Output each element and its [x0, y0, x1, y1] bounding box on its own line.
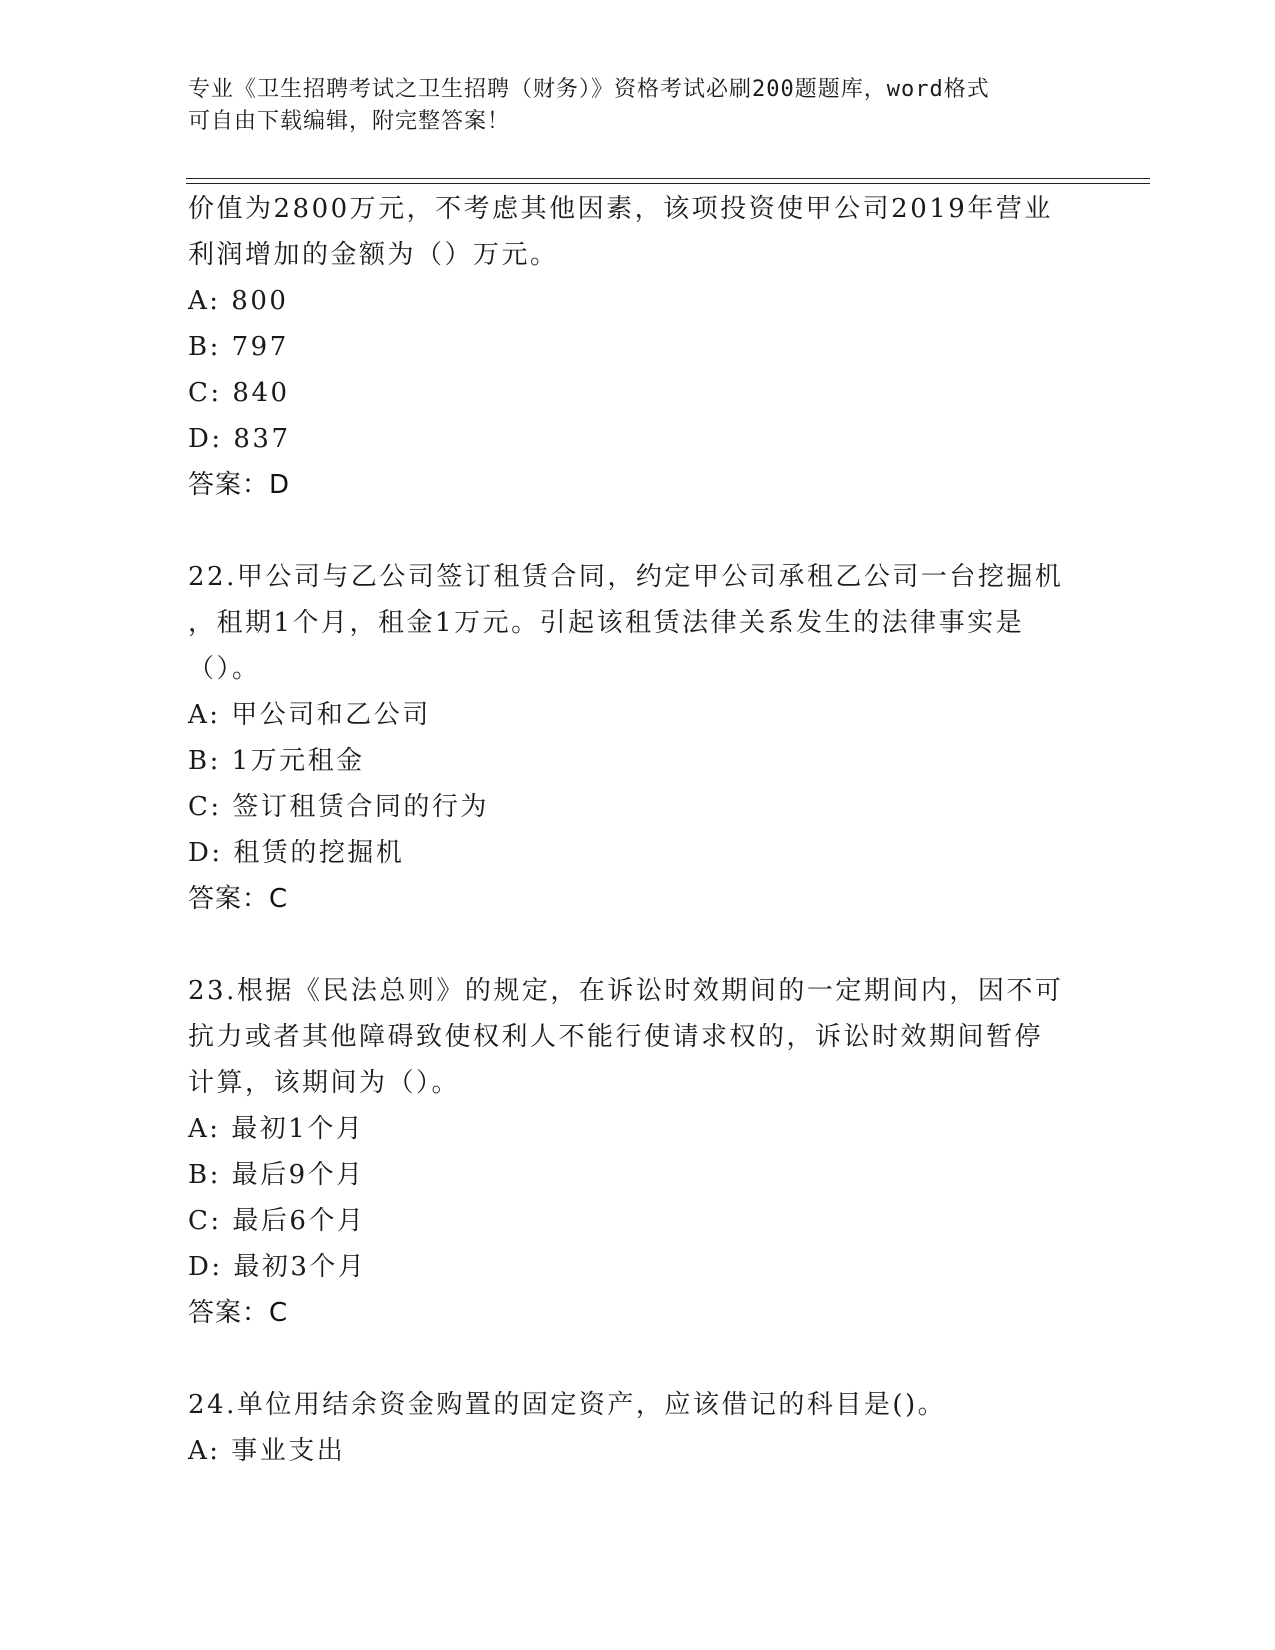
- option-c: C: 840: [188, 378, 290, 408]
- question-text-line: ，租期1个月，租金1万元。引起该租赁法律关系发生的法律事实是: [188, 608, 1025, 638]
- spacer: [188, 1336, 1088, 1382]
- option-c: C: 签订租赁合同的行为: [188, 792, 489, 822]
- option-a: A: 甲公司和乙公司: [188, 700, 431, 730]
- question-text-line: 计算，该期间为（）。: [188, 1068, 461, 1098]
- spacer: [188, 922, 1088, 968]
- option-b: B: 1万元租金: [188, 746, 365, 776]
- option-d: D: 租赁的挖掘机: [188, 838, 405, 868]
- spacer: [188, 508, 1088, 554]
- question-list: [188, 186, 1088, 1474]
- answer-text: 答案：C: [188, 1298, 289, 1328]
- question-text-line: 22.甲公司与乙公司签订租赁合同，约定甲公司承租乙公司一台挖掘机: [188, 562, 1064, 592]
- option-a: A: 事业支出: [188, 1436, 346, 1466]
- question-24: [188, 1382, 1088, 1474]
- question-23: [188, 968, 1088, 1336]
- question-text-line: 利润增加的金额为（）万元。: [188, 240, 559, 270]
- answer-text: 答案：D: [188, 470, 291, 500]
- header-line-2: 可自由下载编辑，附完整答案！: [188, 109, 511, 134]
- question-text-line: 抗力或者其他障碍致使权利人不能行使请求权的，诉讼时效期间暂停: [188, 1022, 1044, 1052]
- page-header: [188, 74, 1088, 138]
- question-text-line: （）。: [188, 654, 261, 684]
- header-divider-top: [186, 178, 1150, 179]
- option-b: B: 最后9个月: [188, 1160, 365, 1190]
- header-line-1: 专业《卫生招聘考试之卫生招聘（财务）》资格考试必刷200题题库，word格式: [188, 77, 990, 102]
- option-b: B: 797: [188, 332, 289, 362]
- question-text-line: 24.单位用结余资金购置的固定资产，应该借记的科目是()。: [188, 1390, 947, 1420]
- header-divider-bottom: [186, 183, 1150, 184]
- question-22: [188, 554, 1088, 922]
- option-d: D: 837: [188, 424, 291, 454]
- option-a: A: 最初1个月: [188, 1114, 365, 1144]
- answer-text: 答案：C: [188, 884, 289, 914]
- option-d: D: 最初3个月: [188, 1252, 367, 1282]
- option-a: A: 800: [188, 286, 289, 316]
- question-text-line: 23.根据《民法总则》的规定，在诉讼时效期间的一定期间内，因不可: [188, 976, 1064, 1006]
- question-text-line: 价值为2800万元，不考虑其他因素，该项投资使甲公司2019年营业: [188, 194, 1053, 224]
- option-c: C: 最后6个月: [188, 1206, 366, 1236]
- question-21: [188, 186, 1088, 508]
